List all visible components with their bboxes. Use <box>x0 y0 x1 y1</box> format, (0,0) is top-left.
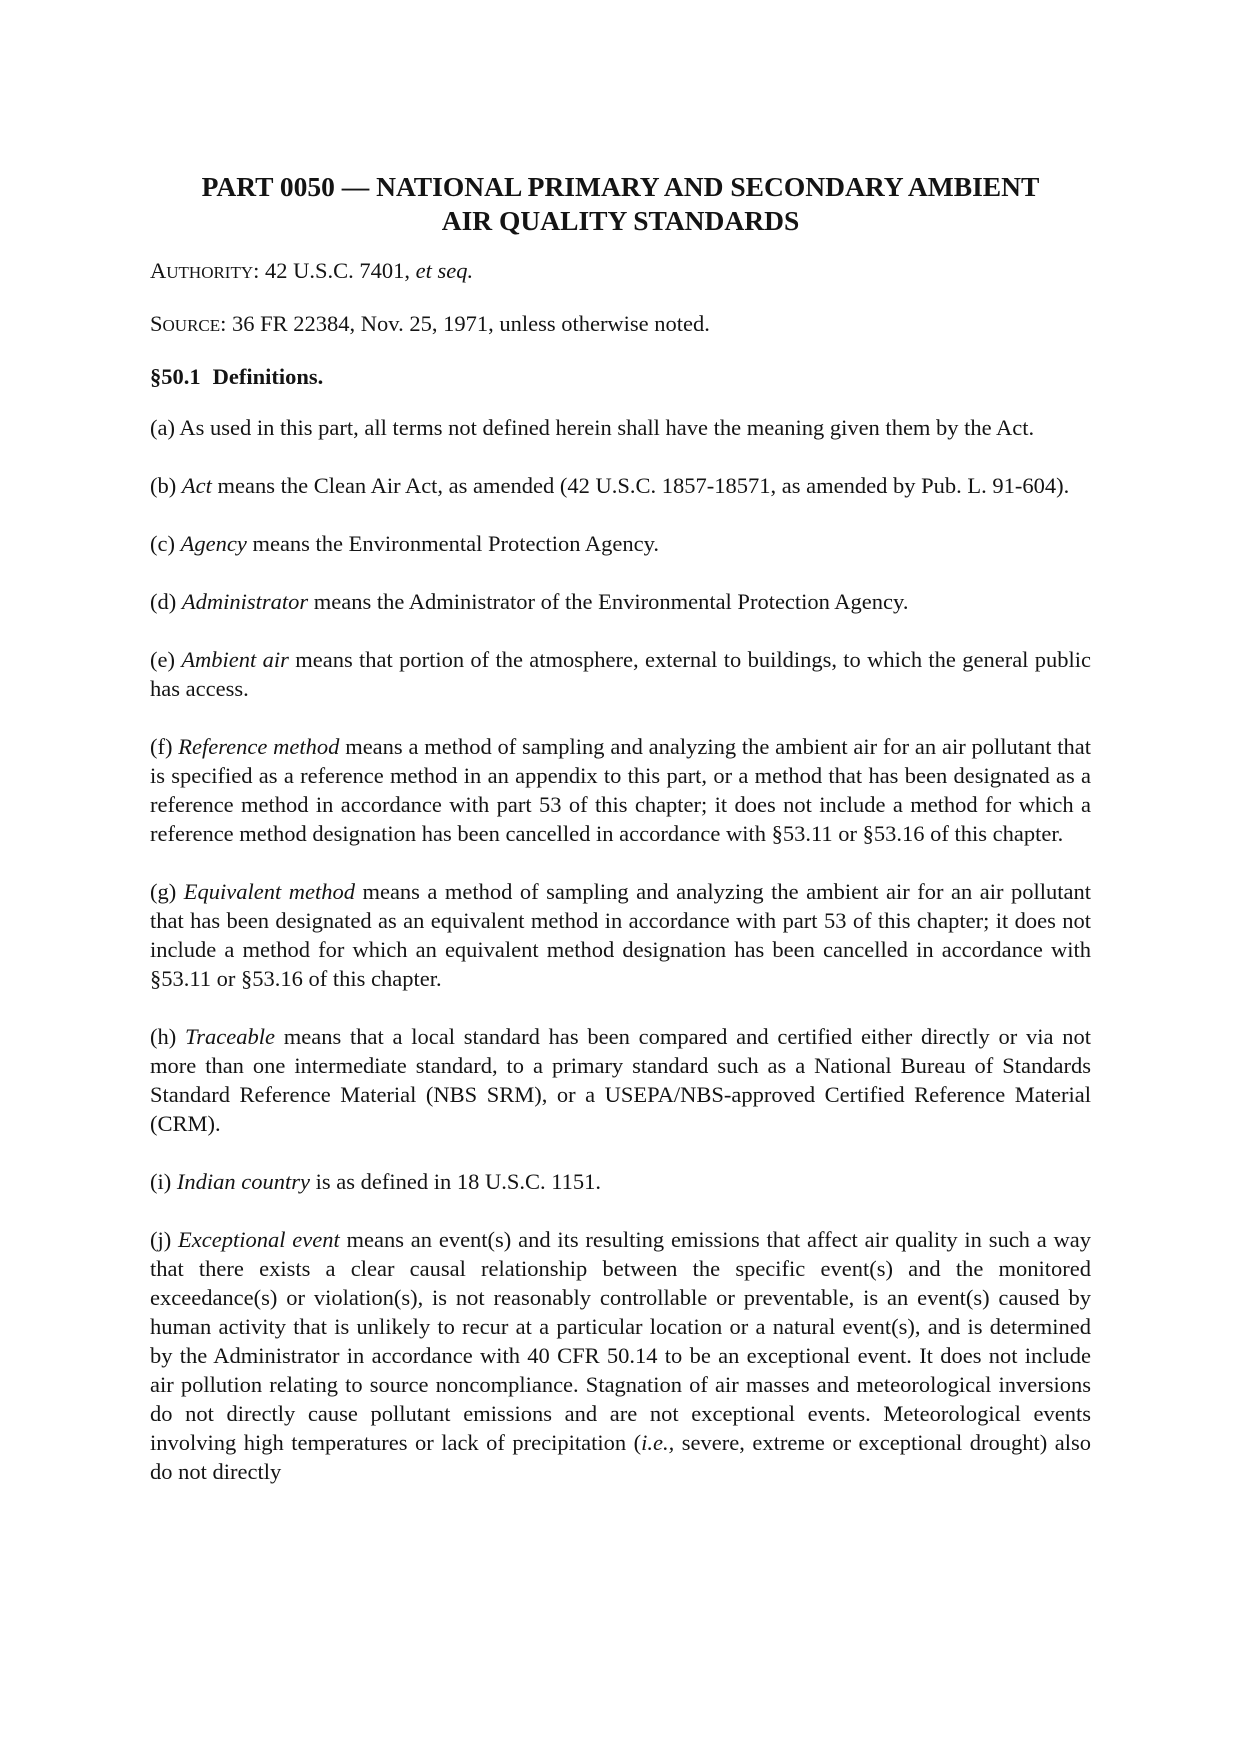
title-line-1: PART 0050 — NATIONAL PRIMARY AND SECONDARY AMBIENT <box>201 171 1040 202</box>
defined-term: Traceable <box>185 1024 275 1049</box>
paragraph-marker: (g) <box>150 879 184 904</box>
paragraph-marker: (h) <box>150 1024 185 1049</box>
section-number: §50.1 <box>150 364 201 389</box>
section-heading <box>150 362 1091 391</box>
paragraph-marker: (a) <box>150 415 175 440</box>
paragraph-marker: (c) <box>150 531 181 556</box>
paragraph-j <box>150 1225 1091 1486</box>
paragraph-a <box>150 413 1091 442</box>
paragraph-text-continued: severe, extreme or exceptional drought) also do not directly <box>150 1430 1091 1484</box>
defined-term: Act <box>181 473 212 498</box>
paragraph-text: means a method of sampling and analyzing the ambient air for an air pollutant that is specified as a reference method in an appendix to this part, or a method that has been designated as a reference method in accordance with part 53 of this chapter; it does not include a method for which a reference method designation has been cancelled in accordance with §53.11 or §53.16 of this chapter. <box>150 734 1091 846</box>
paragraph-text: As used in this part, all terms not defined herein shall have the meaning given them by the Act. <box>174 415 1035 440</box>
paragraph-text: means that portion of the atmosphere, external to buildings, to which the general public has access. <box>150 647 1091 701</box>
paragraph-text: means an event(s) and its resulting emissions that affect air quality in such a way that there exists a clear causal relationship between the specific event(s) and the monitored exceedance(s) or violation(s), is not reasonably controllable or preventable, is an event(s) caused by human activity that is unlikely to recur at a particular location or a natural event(s), and is determined by the Administrator in accordance with 40 CFR 50.14 to be an exceptional event. It does not include air pollution relating to source noncompliance. Stagnation of air masses and meteorological inversions do not directly cause pollutant emissions and are not exceptional events. Meteorological events involving high temperatures or lack of precipitation ( <box>150 1227 1091 1455</box>
paragraph-e <box>150 645 1091 703</box>
authority-label-rest: UTHORITY <box>166 263 254 282</box>
source-label-rest: OURCE <box>162 316 221 335</box>
defined-term: Agency <box>180 531 247 556</box>
paragraph-text: means the Clean Air Act, as amended (42 U.S.C. 1857-18571, as amended by Pub. L. 91-604). <box>211 473 1070 498</box>
paragraph-marker: (f) <box>150 734 179 759</box>
paragraph-text: means that a local standard has been compared and certified either directly or via not more than one intermediate standard, to a primary standard such as a National Bureau of Standards Standard Reference Material (NBS SRM), or a USEPA/NBS-approved Certified Reference Material (CRM). <box>150 1024 1091 1136</box>
paragraph-c <box>150 529 1091 558</box>
paragraph-marker: (i) <box>150 1169 177 1194</box>
paragraph-marker: (b) <box>150 473 182 498</box>
defined-term: Ambient air <box>181 647 289 672</box>
paragraph-g <box>150 877 1091 993</box>
paragraph-h <box>150 1022 1091 1138</box>
section-title: Definitions. <box>212 364 324 389</box>
paragraph-text: means the Administrator of the Environmental Protection Agency. <box>308 589 909 614</box>
defined-term: Reference method <box>178 734 340 759</box>
source-line <box>150 309 1091 340</box>
authority-italic: et seq. <box>415 258 474 283</box>
paragraph-f <box>150 732 1091 848</box>
document-page <box>150 170 1091 1486</box>
paragraph-marker: (d) <box>150 589 182 614</box>
paragraph-i <box>150 1167 1091 1196</box>
page-title <box>150 170 1091 238</box>
paragraph-marker: (e) <box>150 647 182 672</box>
paragraph-text: means the Environmental Protection Agency. <box>246 531 660 556</box>
source-label-initial: S <box>150 311 163 336</box>
ie-abbreviation: i.e., <box>641 1430 675 1455</box>
defined-term: Exceptional event <box>178 1227 340 1252</box>
paragraph-text: means a method of sampling and analyzing the ambient air for an air pollutant that has been designated as an equivalent method in accordance with part 53 of this chapter; it does not include a method for which an equivalent method designation has been cancelled in accordance with §53.11 or §53.16 of this chapter. <box>150 879 1091 991</box>
paragraph-marker: (j) <box>150 1227 179 1252</box>
paragraph-text: is as defined in 18 U.S.C. 1151. <box>309 1169 602 1194</box>
authority-text: : 42 U.S.C. 7401, <box>253 258 416 283</box>
paragraph-d <box>150 587 1091 616</box>
source-text: : 36 FR 22384, Nov. 25, 1971, unless otherwise noted. <box>220 311 710 336</box>
defined-term: Indian country <box>176 1169 310 1194</box>
title-line-2: AIR QUALITY STANDARDS <box>441 205 800 236</box>
defined-term: Equivalent method <box>183 879 355 904</box>
authority-label-initial: A <box>150 258 167 283</box>
paragraph-b <box>150 471 1091 500</box>
defined-term: Administrator <box>181 589 309 614</box>
authority-line <box>150 256 1091 287</box>
